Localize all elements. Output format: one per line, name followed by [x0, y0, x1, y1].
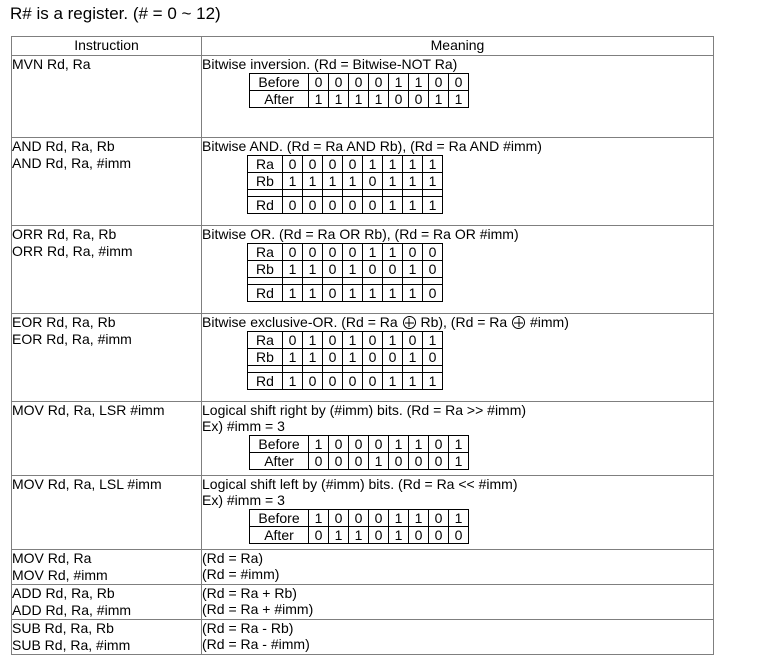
meaning-cell: [202, 314, 714, 402]
bit-table: [247, 331, 443, 390]
bit-cell: 0: [323, 332, 343, 349]
bit-cell: 1: [283, 349, 303, 366]
instruction-text: EOR Rd, Ra, Rb: [12, 314, 116, 330]
bit-cell: 1: [383, 373, 403, 390]
bit-cell: 0: [369, 510, 389, 527]
instruction-text: MOV Rd, Ra, LSR #imm: [12, 402, 165, 418]
bit-cell: 0: [323, 285, 343, 302]
instruction-cell: [12, 476, 202, 550]
meaning-cell: [202, 56, 714, 138]
bit-row-label: Ra: [248, 332, 283, 349]
bit-cell: 0: [409, 527, 429, 544]
bit-cell: 1: [369, 453, 389, 470]
bit-cell: 1: [309, 510, 329, 527]
instruction-text: ORR Rd, Ra, Rb: [12, 226, 117, 242]
bit-row: [248, 156, 443, 173]
bit-row-label: Rb: [248, 173, 283, 190]
bit-cell: 0: [303, 244, 323, 261]
bit-cell: 0: [449, 527, 469, 544]
instruction-cell: [12, 402, 202, 476]
bit-cell: 0: [363, 173, 383, 190]
bit-cell: 1: [389, 74, 409, 91]
bit-cell: 0: [343, 244, 363, 261]
bit-cell: 0: [363, 349, 383, 366]
row-mvn: [12, 56, 714, 138]
bit-cell: 1: [409, 436, 429, 453]
meaning-cell: [202, 550, 714, 585]
instruction-cell: [12, 226, 202, 314]
instruction-text: MOV Rd, Ra: [12, 550, 92, 566]
meaning-text-part: Bitwise exclusive-OR. (Rd = Ra: [202, 314, 402, 330]
bit-cell: 1: [343, 173, 363, 190]
bit-row-label: Rd: [248, 197, 283, 214]
bit-row-label: Before: [250, 74, 309, 91]
bit-spacer-row: [248, 278, 443, 285]
bit-cell: 0: [363, 197, 383, 214]
bit-table: [247, 155, 443, 214]
bit-cell: 0: [349, 510, 369, 527]
bit-cell: 0: [369, 527, 389, 544]
row-mov-lsr: [12, 402, 714, 476]
bit-cell: 1: [403, 197, 423, 214]
bit-cell: 0: [323, 261, 343, 278]
meaning-cell: [202, 138, 714, 226]
bit-row: [248, 197, 443, 214]
bit-row: [250, 453, 469, 470]
bit-cell: 1: [343, 349, 363, 366]
bit-cell: 0: [309, 527, 329, 544]
meaning-text: (Rd = Ra + Rb): [202, 585, 297, 601]
bit-cell: 0: [349, 453, 369, 470]
bit-cell: 0: [403, 332, 423, 349]
bit-cell: 0: [423, 244, 443, 261]
instruction-text: MOV Rd, #imm: [12, 567, 108, 583]
bit-row-label: Before: [250, 436, 309, 453]
bit-cell: 1: [383, 244, 403, 261]
bit-row: [248, 373, 443, 390]
bit-table: [249, 73, 469, 108]
bit-cell: 1: [363, 156, 383, 173]
bit-row: [248, 244, 443, 261]
instruction-column-header: Instruction: [12, 37, 202, 56]
instruction-text: SUB Rd, Ra, Rb: [12, 620, 114, 636]
bit-cell: 1: [349, 91, 369, 108]
bit-row-label: After: [250, 453, 309, 470]
bit-cell: 0: [423, 261, 443, 278]
meaning-cell: [202, 585, 714, 620]
bit-cell: 0: [429, 527, 449, 544]
bit-cell: 0: [429, 510, 449, 527]
instruction-text: MOV Rd, Ra, LSL #imm: [12, 476, 162, 492]
bit-cell: 0: [303, 197, 323, 214]
instruction-text: MVN Rd, Ra: [12, 56, 91, 72]
meaning-text-part: #imm): [526, 314, 569, 330]
row-sub: [12, 620, 714, 655]
bit-cell: 1: [409, 74, 429, 91]
bit-row: [248, 261, 443, 278]
bit-cell: 1: [303, 173, 323, 190]
bit-cell: 1: [343, 332, 363, 349]
bit-cell: 0: [303, 156, 323, 173]
bit-table: [247, 243, 443, 302]
meaning-cell: [202, 226, 714, 314]
row-mov: [12, 550, 714, 585]
bit-cell: 0: [389, 453, 409, 470]
bit-cell: 0: [363, 332, 383, 349]
bit-cell: 1: [423, 332, 443, 349]
bit-row-label: Rd: [248, 285, 283, 302]
bit-cell: 0: [329, 510, 349, 527]
bit-cell: 0: [323, 349, 343, 366]
bit-cell: 0: [369, 74, 389, 91]
bit-cell: 0: [409, 91, 429, 108]
bit-cell: 1: [343, 261, 363, 278]
bit-cell: 0: [323, 197, 343, 214]
bit-cell: 0: [323, 156, 343, 173]
bit-cell: 1: [383, 156, 403, 173]
meaning-cell: [202, 620, 714, 655]
instruction-text: AND Rd, Ra, Rb: [12, 138, 115, 154]
instruction-cell: [12, 56, 202, 138]
meaning-text: (Rd = Ra + #imm): [202, 601, 314, 617]
header-row: [12, 37, 714, 56]
meaning-text: Logical shift right by (#imm) bits. (Rd = Ra >> #imm): [202, 402, 527, 418]
bit-row-label: Ra: [248, 156, 283, 173]
bit-cell: 1: [389, 527, 409, 544]
bit-cell: 1: [343, 285, 363, 302]
row-eor: [12, 314, 714, 402]
bit-row-label: Rb: [248, 261, 283, 278]
bit-cell: 0: [343, 197, 363, 214]
bit-cell: 0: [369, 436, 389, 453]
bit-row: [250, 527, 469, 544]
bit-row: [250, 91, 469, 108]
bit-cell: 1: [423, 197, 443, 214]
bit-cell: 1: [363, 244, 383, 261]
bit-cell: 1: [329, 91, 349, 108]
instruction-cell: [12, 550, 202, 585]
bit-cell: 0: [323, 244, 343, 261]
bit-cell: 1: [403, 285, 423, 302]
bit-cell: 1: [449, 91, 469, 108]
bit-cell: 1: [389, 510, 409, 527]
bit-cell: 1: [363, 285, 383, 302]
bit-cell: 1: [449, 453, 469, 470]
meaning-text: [202, 314, 713, 330]
bit-cell: 1: [283, 285, 303, 302]
bit-cell: 0: [283, 244, 303, 261]
bit-cell: 1: [383, 285, 403, 302]
bit-table: [249, 435, 469, 470]
bit-cell: 1: [309, 91, 329, 108]
xor-symbol-icon: [512, 316, 525, 329]
meaning-text: (Rd = Ra - #imm): [202, 636, 310, 652]
row-mov-lsl: [12, 476, 714, 550]
bit-cell: 0: [283, 332, 303, 349]
bit-cell: 1: [323, 173, 343, 190]
meaning-text: Ex) #imm = 3: [202, 418, 285, 434]
instruction-table: [11, 36, 714, 655]
bit-cell: 1: [429, 91, 449, 108]
bit-cell: 0: [329, 74, 349, 91]
bit-row: [250, 74, 469, 91]
bit-cell: 1: [389, 436, 409, 453]
instruction-text: ORR Rd, Ra, #imm: [12, 243, 133, 259]
meaning-text: Bitwise inversion. (Rd = Bitwise-NOT Ra): [202, 56, 458, 72]
row-and: [12, 138, 714, 226]
meaning-text: (Rd = #imm): [202, 566, 280, 582]
bit-cell: 1: [403, 261, 423, 278]
bit-row-label: Ra: [248, 244, 283, 261]
bit-cell: 1: [449, 510, 469, 527]
bit-cell: 1: [423, 156, 443, 173]
bit-cell: 0: [449, 74, 469, 91]
meaning-text: Ex) #imm = 3: [202, 492, 285, 508]
bit-row-label: After: [250, 91, 309, 108]
row-orr: [12, 226, 714, 314]
row-add: [12, 585, 714, 620]
instruction-cell: [12, 138, 202, 226]
bit-row: [248, 285, 443, 302]
bit-cell: 0: [429, 74, 449, 91]
bit-cell: 1: [283, 173, 303, 190]
bit-cell: 0: [363, 373, 383, 390]
bit-cell: 0: [329, 436, 349, 453]
bit-cell: 0: [363, 261, 383, 278]
bit-cell: 0: [343, 373, 363, 390]
instruction-cell: [12, 620, 202, 655]
bit-row-label: After: [250, 527, 309, 544]
bit-cell: 1: [403, 173, 423, 190]
meaning-text: Bitwise AND. (Rd = Ra AND Rb), (Rd = Ra AND #imm): [202, 138, 542, 154]
bit-cell: 1: [423, 173, 443, 190]
meaning-cell: [202, 402, 714, 476]
bit-cell: 1: [369, 91, 389, 108]
bit-cell: 1: [403, 349, 423, 366]
bit-cell: 0: [309, 453, 329, 470]
instruction-text: SUB Rd, Ra, #imm: [12, 637, 131, 653]
instruction-text: AND Rd, Ra, #imm: [12, 155, 132, 171]
bit-cell: 1: [383, 173, 403, 190]
meaning-text: (Rd = Ra - Rb): [202, 620, 294, 636]
meaning-text-part: Rb), (Rd = Ra: [416, 314, 512, 330]
bit-cell: 1: [409, 510, 429, 527]
bit-row-label: Before: [250, 510, 309, 527]
bit-cell: 0: [343, 156, 363, 173]
bit-row-label: Rb: [248, 349, 283, 366]
bit-cell: 0: [323, 373, 343, 390]
bit-cell: 1: [449, 436, 469, 453]
bit-cell: 1: [283, 373, 303, 390]
instruction-cell: [12, 585, 202, 620]
bit-cell: 0: [389, 91, 409, 108]
bit-cell: 1: [303, 285, 323, 302]
meaning-column-header: Meaning: [202, 37, 714, 56]
page-heading: R# is a register. (# = 0 ~ 12): [10, 4, 221, 23]
bit-row: [248, 173, 443, 190]
bit-cell: 1: [303, 261, 323, 278]
bit-spacer-row: [248, 366, 443, 373]
meaning-text: Logical shift left by (#imm) bits. (Rd = Ra << #imm): [202, 476, 518, 492]
bit-cell: 0: [383, 349, 403, 366]
instruction-text: ADD Rd, Ra, #imm: [12, 602, 132, 618]
bit-row: [248, 349, 443, 366]
meaning-text: (Rd = Ra): [202, 550, 264, 566]
bit-cell: 1: [423, 373, 443, 390]
bit-cell: 1: [329, 527, 349, 544]
bit-cell: 0: [283, 156, 303, 173]
bit-cell: 1: [403, 156, 423, 173]
bit-cell: 0: [429, 436, 449, 453]
instruction-text: ADD Rd, Ra, Rb: [12, 585, 115, 601]
bit-cell: 0: [403, 244, 423, 261]
bit-cell: 1: [303, 332, 323, 349]
bit-cell: 1: [403, 373, 423, 390]
bit-cell: 1: [349, 527, 369, 544]
bit-cell: 0: [349, 436, 369, 453]
bit-cell: 0: [349, 74, 369, 91]
bit-cell: 0: [309, 74, 329, 91]
bit-cell: 0: [329, 453, 349, 470]
bit-cell: 0: [429, 453, 449, 470]
bit-cell: 0: [423, 285, 443, 302]
bit-cell: 0: [409, 453, 429, 470]
bit-row: [250, 510, 469, 527]
bit-cell: 1: [383, 197, 403, 214]
instruction-text: EOR Rd, Ra, #imm: [12, 331, 132, 347]
bit-cell: 1: [303, 349, 323, 366]
xor-symbol-icon: [403, 316, 416, 329]
bit-cell: 0: [423, 349, 443, 366]
bit-row: [250, 436, 469, 453]
bit-cell: 0: [283, 197, 303, 214]
instruction-cell: [12, 314, 202, 402]
bit-row-label: Rd: [248, 373, 283, 390]
bit-cell: 1: [283, 261, 303, 278]
bit-cell: 0: [303, 373, 323, 390]
bit-spacer-row: [248, 190, 443, 197]
meaning-text: Bitwise OR. (Rd = Ra OR Rb), (Rd = Ra OR #imm): [202, 226, 519, 242]
bit-cell: 1: [309, 436, 329, 453]
bit-table: [249, 509, 469, 544]
bit-cell: 1: [383, 332, 403, 349]
bit-row: [248, 332, 443, 349]
bit-cell: 0: [383, 261, 403, 278]
meaning-cell: [202, 476, 714, 550]
